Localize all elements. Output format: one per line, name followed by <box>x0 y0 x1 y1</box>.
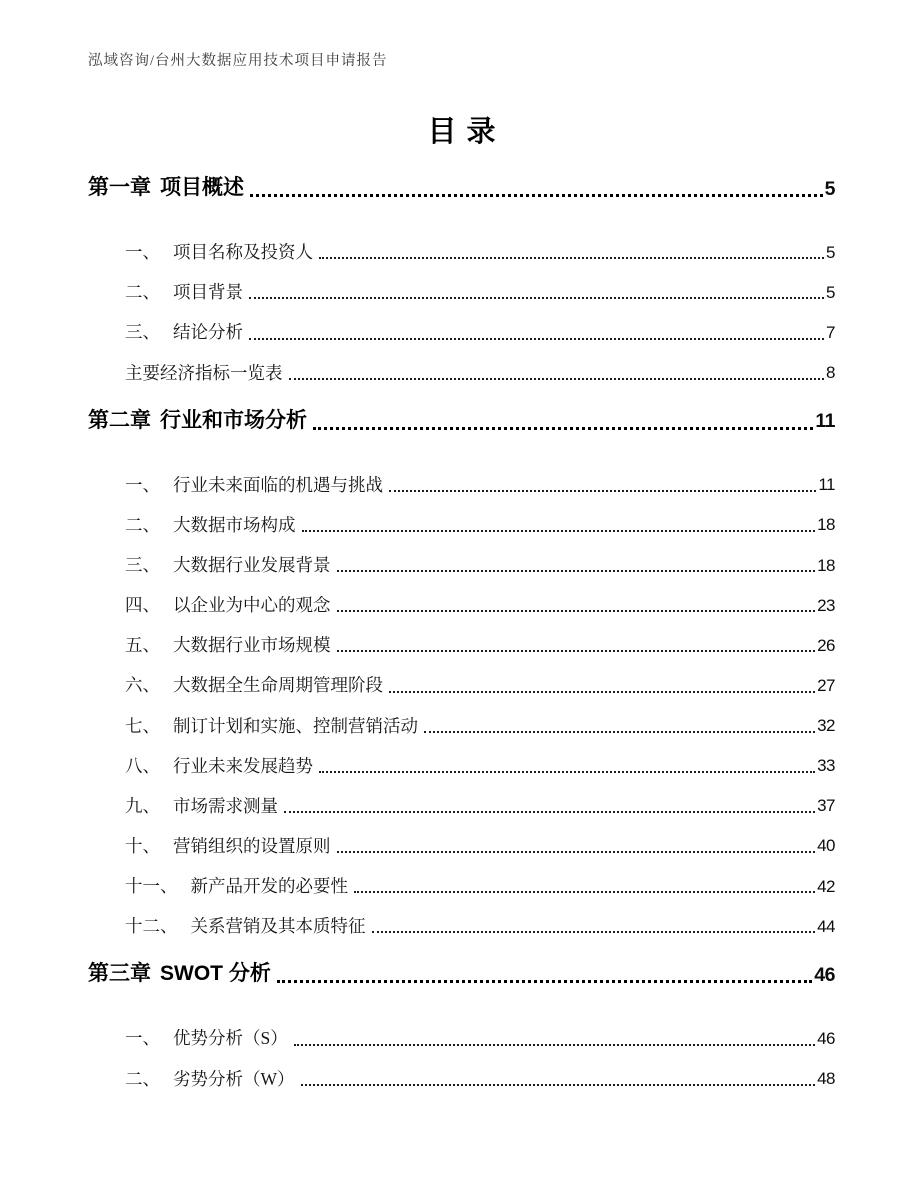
dot-leader <box>354 891 815 893</box>
item-title: 大数据市场构成 <box>173 514 296 535</box>
toc-item-entry[interactable] <box>125 635 835 655</box>
toc-chapter-block <box>88 176 835 383</box>
dot-leader <box>249 297 824 299</box>
chapter-page-number: 46 <box>814 964 835 986</box>
chapter-number: 第一章 <box>88 176 151 199</box>
item-title: 市场需求测量 <box>173 795 278 816</box>
dot-leader <box>313 427 813 430</box>
item-title: 制订计划和实施、控制营销活动 <box>173 715 418 736</box>
item-number: 二、 <box>125 514 160 535</box>
toc-item-entry[interactable] <box>125 363 835 383</box>
toc-item-entry[interactable] <box>125 675 835 695</box>
chapter-page-number: 11 <box>815 410 835 433</box>
item-title: 行业未来面临的机遇与挑战 <box>173 474 383 495</box>
table-of-contents <box>88 176 835 1089</box>
toc-item-entry[interactable] <box>125 916 835 936</box>
item-number: 十一、 <box>125 876 178 897</box>
item-page-number: 48 <box>817 1069 835 1089</box>
item-page-number: 8 <box>826 363 835 383</box>
dot-leader <box>289 378 825 380</box>
item-page-number: 33 <box>817 756 835 776</box>
item-number: 三、 <box>125 322 160 343</box>
item-title: 项目名称及投资人 <box>173 242 313 263</box>
toc-item-entry[interactable] <box>125 836 835 856</box>
dot-leader <box>319 771 815 773</box>
toc-item-entry[interactable] <box>125 716 835 736</box>
item-number: 二、 <box>125 282 160 303</box>
dot-leader <box>301 1084 816 1086</box>
toc-chapter-items <box>88 242 835 383</box>
item-title: 以企业为中心的观念 <box>173 595 331 616</box>
item-number: 九、 <box>125 795 160 816</box>
toc-chapter-block <box>88 962 835 1088</box>
item-title: 行业未来发展趋势 <box>173 755 313 776</box>
toc-item-entry[interactable] <box>125 322 835 342</box>
chapter-number: 第三章 <box>88 962 151 986</box>
toc-chapter-entry[interactable] <box>88 962 835 986</box>
item-title: 大数据行业发展背景 <box>173 555 331 576</box>
item-number: 三、 <box>125 555 160 576</box>
item-number: 一、 <box>125 242 160 263</box>
item-title: 关系营销及其本质特征 <box>190 916 366 937</box>
toc-item-entry[interactable] <box>125 796 835 816</box>
item-page-number: 44 <box>817 916 835 936</box>
item-number: 一、 <box>125 1028 160 1049</box>
item-number: 十二、 <box>125 916 178 937</box>
item-number: 五、 <box>125 635 160 656</box>
toc-item-entry[interactable] <box>125 242 835 262</box>
dot-leader <box>337 570 816 572</box>
dot-leader <box>337 851 816 853</box>
item-number: 一、 <box>125 474 160 495</box>
dot-leader <box>250 194 823 197</box>
item-page-number: 37 <box>817 796 835 816</box>
item-number: 八、 <box>125 755 160 776</box>
item-page-number: 42 <box>817 876 835 896</box>
item-page-number: 5 <box>826 282 835 302</box>
dot-leader <box>249 338 824 340</box>
item-title: 主要经济指标一览表 <box>125 362 283 383</box>
toc-chapter-entry[interactable] <box>88 409 835 433</box>
dot-leader <box>372 931 816 933</box>
item-number: 二、 <box>125 1068 160 1089</box>
item-title: 劣势分析（W） <box>173 1068 295 1089</box>
item-page-number: 18 <box>817 515 835 535</box>
item-title: 结论分析 <box>173 322 243 343</box>
item-page-number: 18 <box>817 555 835 575</box>
dot-leader <box>277 980 812 983</box>
item-page-number: 46 <box>817 1029 835 1048</box>
item-page-number: 40 <box>817 836 835 856</box>
toc-item-entry[interactable] <box>125 756 835 776</box>
item-title: 大数据全生命周期管理阶段 <box>173 675 383 696</box>
dot-leader <box>319 257 824 259</box>
item-title: 优势分析（S） <box>173 1028 288 1049</box>
dot-leader <box>389 490 816 492</box>
dot-leader <box>302 530 816 532</box>
toc-item-entry[interactable] <box>125 282 835 302</box>
toc-item-entry[interactable] <box>125 555 835 575</box>
toc-chapter-items <box>88 475 835 937</box>
dot-leader <box>337 650 816 652</box>
item-title: 新产品开发的必要性 <box>190 876 348 897</box>
item-page-number: 32 <box>817 716 835 736</box>
toc-item-entry[interactable] <box>125 595 835 615</box>
item-page-number: 23 <box>817 595 835 615</box>
toc-chapter-items <box>88 1028 835 1088</box>
item-title: 项目背景 <box>173 282 243 303</box>
document-header: 泓域咨询/台州大数据应用技术项目申请报告 <box>88 53 388 69</box>
item-title: 营销组织的设置原则 <box>173 835 331 856</box>
item-page-number: 7 <box>826 322 835 342</box>
toc-item-entry[interactable] <box>125 475 835 495</box>
dot-leader <box>337 610 816 612</box>
chapter-title: SWOT 分析 <box>160 962 271 986</box>
dot-leader <box>424 731 815 733</box>
item-number: 四、 <box>125 595 160 616</box>
toc-item-entry[interactable] <box>125 876 835 896</box>
toc-title: 目录 <box>427 116 506 148</box>
item-title: 大数据行业市场规模 <box>173 635 331 656</box>
item-number: 六、 <box>125 675 160 696</box>
dot-leader <box>389 691 815 693</box>
item-page-number: 27 <box>817 675 835 695</box>
chapter-title: 行业和市场分析 <box>160 408 307 432</box>
toc-item-entry[interactable] <box>125 1069 835 1089</box>
chapter-page-number: 5 <box>824 177 835 200</box>
dot-leader <box>294 1044 815 1046</box>
dot-leader <box>284 811 815 813</box>
toc-chapter-block <box>88 409 835 937</box>
chapter-title: 项目概述 <box>160 176 244 199</box>
item-number: 十、 <box>125 835 160 856</box>
chapter-number: 第二章 <box>88 408 151 432</box>
item-page-number: 5 <box>826 242 835 262</box>
toc-item-entry[interactable] <box>125 1028 835 1048</box>
item-number: 七、 <box>125 715 160 736</box>
toc-item-entry[interactable] <box>125 515 835 535</box>
item-page-number: 26 <box>817 635 835 655</box>
toc-chapter-entry[interactable] <box>88 176 835 200</box>
item-page-number: 11 <box>818 475 835 495</box>
